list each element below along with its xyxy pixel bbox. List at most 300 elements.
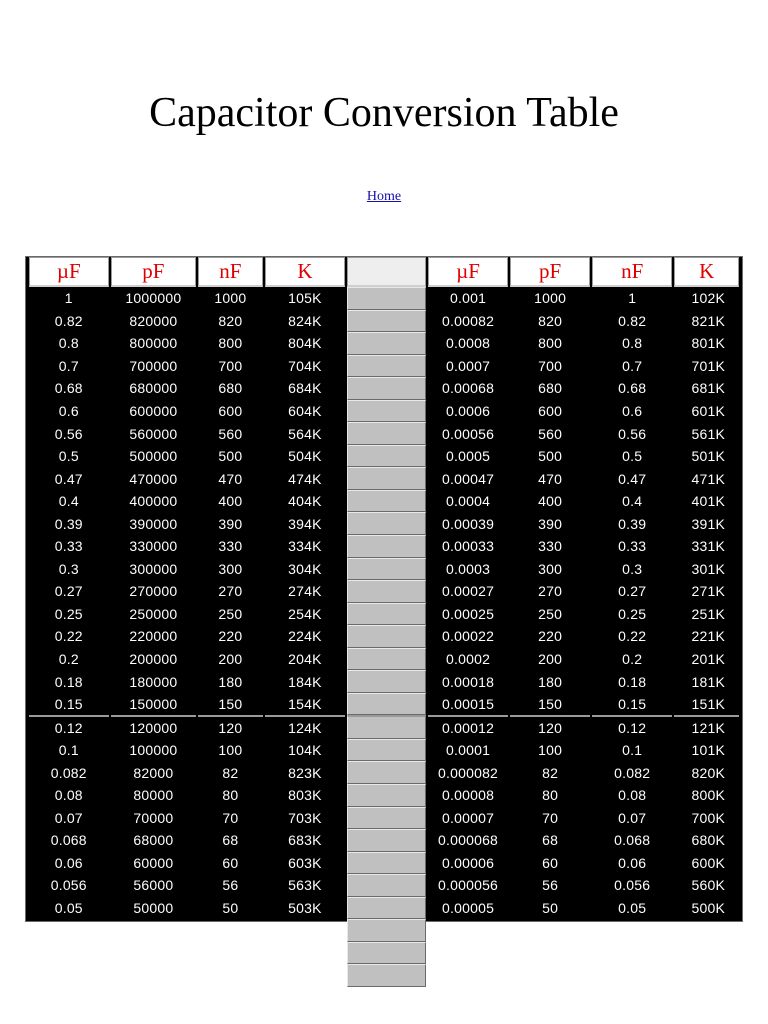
home-link[interactable]: Home [366, 189, 402, 204]
cell-k-left: 184K [288, 673, 322, 690]
header-uf-right: µF [428, 257, 509, 287]
cell-k-left: 603K [288, 854, 322, 871]
cell-pf-right: 80 [542, 787, 559, 804]
header-pf-left: pF [111, 257, 197, 287]
cell-k-right: 560K [691, 877, 725, 894]
separator-cell [347, 580, 426, 603]
cell-uf-right: 0.0008 [446, 335, 491, 352]
cell-k-right: 391K [691, 515, 725, 532]
cell-k-left: 683K [288, 832, 322, 849]
cell-pf-left: 40000 [133, 945, 174, 962]
cell-pf-left: 82000 [133, 764, 174, 781]
cell-pf-left: 500000 [129, 448, 178, 465]
cell-k-right: 701K [691, 357, 725, 374]
cell-nf-right: 0.18 [618, 673, 647, 690]
table-row [29, 897, 739, 920]
separator-cell [347, 490, 426, 513]
table-row [29, 693, 739, 716]
cell-pf-right: 680 [538, 380, 563, 397]
cell-k-right: 201K [691, 651, 725, 668]
separator-cell [347, 942, 426, 965]
cell-pf-right: 700 [538, 357, 563, 374]
cell-nf-left: 56 [222, 877, 239, 894]
cell-k-right: 301K [691, 560, 725, 577]
cell-nf-right: 0.2 [622, 651, 643, 668]
cell-k-left: 704K [288, 357, 322, 374]
header-k-left: K [265, 257, 346, 287]
cell-uf-right: 0.00047 [442, 470, 495, 487]
table-row [29, 558, 739, 581]
cell-pf-left: 300000 [129, 560, 178, 577]
table-row [29, 377, 739, 400]
cell-uf-left: 0.27 [54, 583, 83, 600]
cell-nf-right: 0.22 [618, 628, 647, 645]
cell-k-right: 801K [691, 335, 725, 352]
cell-nf-left: 820 [218, 312, 243, 329]
table-row [29, 919, 739, 942]
cell-uf-left: 1 [64, 290, 73, 307]
table-row [29, 422, 739, 445]
cell-k-right: 820K [691, 764, 725, 781]
cell-pf-left: 120000 [111, 715, 197, 739]
cell-pf-left: 600000 [129, 403, 178, 419]
cell-nf-left: 700 [218, 357, 243, 374]
separator-cell [347, 715, 426, 739]
cell-k-left: 604K [288, 403, 322, 419]
cell-k-right: 601K [691, 403, 725, 419]
cell-nf-left: 560 [218, 425, 243, 442]
cell-pf-left: 330000 [129, 538, 178, 555]
cell-nf-right: 0.27 [618, 583, 647, 600]
separator-cell [347, 400, 426, 423]
cell-uf-right: 0.00082 [442, 312, 495, 329]
cell-uf-right: 0.00022 [442, 628, 495, 645]
cell-nf-left: 680 [218, 380, 243, 397]
cell-uf-right: 0.00039 [442, 515, 495, 532]
cell-k-right: 470K [691, 922, 725, 939]
cell-uf-right: 0.0004 [446, 493, 491, 510]
separator-cell [347, 310, 426, 333]
cell-uf-left: 0.07 [54, 809, 83, 826]
cell-nf-left: 470 [218, 470, 243, 487]
table-row [29, 445, 739, 468]
cell-nf-right: 0.039 [614, 967, 651, 984]
cell-pf-right: 100 [538, 742, 563, 759]
cell-nf-right: 0.39 [618, 515, 647, 532]
cell-nf-right: 0.33 [618, 538, 647, 555]
cell-k-left: 124K [265, 715, 346, 739]
cell-uf-right: 0.001 [450, 290, 487, 307]
cell-pf-left: 80000 [133, 787, 174, 804]
cell-pf-left: 50000 [133, 900, 174, 917]
cell-pf-left: 220000 [129, 628, 178, 645]
cell-k-left: 404K [288, 493, 322, 510]
cell-pf-right: 56 [542, 877, 559, 894]
cell-nf-right: 0.082 [614, 764, 651, 781]
cell-pf-right: 500 [538, 448, 563, 465]
table-row [29, 874, 739, 897]
table-row [29, 964, 739, 987]
cell-uf-left: 0.056 [50, 877, 87, 894]
cell-k-right: 251K [691, 605, 725, 622]
separator-cell [347, 467, 426, 490]
cell-nf-left: 800 [218, 335, 243, 352]
cell-pf-left: 820000 [129, 312, 178, 329]
cell-pf-right: 70 [542, 809, 559, 826]
cell-uf-left: 0.68 [54, 380, 83, 397]
cell-pf-right: 39 [542, 967, 559, 984]
cell-nf-left: 68 [222, 832, 239, 849]
cell-nf-right: 1 [628, 290, 637, 307]
cell-uf-left: 0.4 [58, 493, 79, 510]
cell-uf-right: 0.00068 [442, 380, 495, 397]
cell-pf-right: 220 [538, 628, 563, 645]
cell-pf-right: 390 [538, 515, 563, 532]
cell-pf-left: 470000 [129, 470, 178, 487]
cell-pf-left: 39000 [133, 967, 174, 984]
cell-k-right: 102K [691, 290, 725, 307]
cell-k-left: 474K [288, 470, 322, 487]
separator-cell [347, 874, 426, 897]
cell-uf-right: 0.00004 [442, 945, 495, 962]
table-row [29, 287, 739, 310]
cell-k-right: 800K [691, 787, 725, 804]
separator-cell [347, 670, 426, 693]
cell-uf-right: 0.000068 [438, 832, 499, 849]
cell-uf-left: 0.1 [58, 742, 79, 759]
cell-k-right: 501K [691, 448, 725, 465]
cell-nf-left: 180 [218, 673, 243, 690]
cell-k-left: 703K [288, 809, 322, 826]
cell-pf-left: 60000 [133, 854, 174, 871]
cell-uf-right: 0.00018 [442, 673, 495, 690]
cell-k-right: 151K [691, 696, 725, 713]
cell-k-left: 204K [288, 651, 322, 668]
separator-cell [347, 829, 426, 852]
separator-cell [347, 332, 426, 355]
cell-nf-left: 500 [218, 448, 243, 465]
cell-uf-right: 0.0002 [446, 651, 491, 668]
cell-k-left: 504K [288, 448, 322, 465]
table-row [29, 739, 739, 762]
header-k-right: K [674, 257, 739, 287]
cell-k-left: 224K [288, 628, 322, 645]
cell-uf-right: 0.00005 [442, 900, 495, 917]
cell-nf-right: 0.04 [618, 945, 647, 962]
cell-uf-left: 0.5 [58, 448, 79, 465]
cell-pf-left: 180000 [129, 673, 178, 690]
cell-uf-right: 0.00006 [442, 854, 495, 871]
header-nf-right: nF [592, 257, 673, 287]
cell-k-left: 473K [288, 922, 322, 939]
cell-uf-right: 0.0006 [446, 403, 491, 419]
cell-nf-right: 0.05 [618, 900, 647, 917]
table-row [29, 852, 739, 875]
cell-uf-left: 0.12 [29, 715, 109, 739]
cell-nf-right: 0.8 [622, 335, 643, 352]
cell-uf-right: 0.00012 [428, 715, 509, 739]
cell-uf-right: 0.00008 [442, 787, 495, 804]
cell-k-left: 684K [288, 380, 322, 397]
cell-uf-left: 0.8 [58, 335, 79, 352]
cell-k-left: 105K [288, 290, 322, 307]
cell-k-left: 304K [288, 560, 322, 577]
table-row [29, 580, 739, 603]
cell-pf-right: 40 [542, 945, 559, 962]
cell-pf-right: 270 [538, 583, 563, 600]
separator-cell [347, 355, 426, 378]
cell-nf-right: 0.12 [592, 715, 673, 739]
cell-uf-left: 0.18 [54, 673, 83, 690]
cell-pf-left: 70000 [133, 809, 174, 826]
page-title: Capacitor Conversion Table [149, 90, 619, 136]
table-row [29, 784, 739, 807]
header-separator [347, 257, 426, 287]
cell-pf-left: 150000 [129, 696, 178, 713]
cell-uf-right: 0.000056 [438, 877, 499, 894]
cell-pf-right: 800 [538, 335, 563, 352]
separator-cell [347, 287, 426, 310]
cell-nf-left: 47 [222, 922, 239, 939]
cell-k-left: 254K [288, 605, 322, 622]
separator-cell [347, 964, 426, 987]
cell-k-right: 681K [691, 380, 725, 397]
cell-pf-right: 200 [538, 651, 563, 668]
cell-nf-left: 400 [218, 493, 243, 510]
cell-uf-right: 0.000047 [438, 922, 499, 939]
header-pf-right: pF [510, 257, 590, 287]
cell-pf-left: 200000 [129, 651, 178, 668]
table-row [29, 829, 739, 852]
cell-pf-right: 50 [542, 900, 559, 917]
cell-nf-right: 0.82 [618, 312, 647, 329]
cell-k-right: 101K [691, 742, 725, 759]
cell-pf-left: 250000 [129, 605, 178, 622]
cell-uf-left: 0.05 [54, 900, 83, 917]
cell-uf-left: 0.25 [54, 605, 83, 622]
separator-cell [347, 784, 426, 807]
cell-k-right: 500K [691, 900, 725, 917]
table-row [29, 355, 739, 378]
cell-nf-left: 330 [218, 538, 243, 555]
table-row [29, 942, 739, 965]
cell-nf-left: 100 [218, 742, 243, 759]
table-row [29, 807, 739, 830]
cell-k-right: 221K [691, 628, 725, 645]
cell-k-left: 334K [288, 538, 322, 555]
table-row [29, 603, 739, 626]
separator-cell [347, 445, 426, 468]
cell-k-right: 390K [691, 967, 725, 984]
cell-pf-right: 330 [538, 538, 563, 555]
cell-nf-right: 0.4 [622, 493, 643, 510]
cell-k-right: 181K [691, 673, 725, 690]
cell-k-left: 104K [288, 742, 322, 759]
cell-k-left: 274K [288, 583, 322, 600]
cell-pf-left: 560000 [129, 425, 178, 442]
cell-uf-left: 0.33 [54, 538, 83, 555]
cell-nf-left: 60 [222, 854, 239, 871]
cell-k-left: 503K [288, 900, 322, 917]
cell-pf-left: 1000000 [125, 290, 182, 307]
cell-k-right: 121K [674, 715, 739, 739]
cell-uf-left: 0.068 [50, 832, 87, 849]
cell-nf-right: 0.047 [614, 922, 651, 939]
cell-pf-right: 120 [510, 715, 590, 739]
cell-pf-left: 800000 [129, 335, 178, 352]
cell-uf-right: 0.00027 [442, 583, 495, 600]
separator-cell [347, 512, 426, 535]
cell-k-right: 271K [691, 583, 725, 600]
cell-nf-right: 0.07 [618, 809, 647, 826]
home-link-container [0, 189, 768, 205]
cell-k-right: 400K [691, 945, 725, 962]
cell-nf-left: 150 [218, 696, 243, 713]
cell-pf-right: 150 [538, 696, 563, 713]
separator-cell [347, 739, 426, 762]
cell-uf-left: 0.3 [58, 560, 79, 577]
cell-uf-left: 0.08 [54, 787, 83, 804]
cell-k-right: 561K [691, 425, 725, 442]
cell-k-left: 563K [288, 877, 322, 894]
table-row [29, 761, 739, 784]
cell-pf-right: 560 [538, 425, 563, 442]
cell-nf-left: 40 [222, 945, 239, 962]
cell-pf-right: 60 [542, 854, 559, 871]
table-row [29, 670, 739, 693]
cell-nf-right: 0.056 [614, 877, 651, 894]
table-row [29, 535, 739, 558]
separator-cell [347, 603, 426, 626]
cell-k-left: 804K [288, 335, 322, 352]
cell-uf-left: 0.047 [50, 922, 87, 939]
cell-uf-left: 0.22 [54, 628, 83, 645]
separator-cell [347, 377, 426, 400]
cell-nf-left: 70 [222, 809, 239, 826]
cell-nf-left: 50 [222, 900, 239, 917]
cell-uf-left: 0.82 [54, 312, 83, 329]
cell-k-left: 803K [288, 787, 322, 804]
cell-pf-right: 400 [538, 493, 563, 510]
cell-nf-left: 82 [222, 764, 239, 781]
separator-cell [347, 693, 426, 716]
cell-nf-left: 120 [198, 715, 262, 739]
cell-nf-right: 0.06 [618, 854, 647, 871]
header-nf-left: nF [198, 257, 262, 287]
cell-k-right: 600K [691, 854, 725, 871]
cell-pf-right: 250 [538, 605, 563, 622]
cell-pf-right: 820 [538, 312, 563, 329]
cell-nf-right: 0.7 [622, 357, 643, 374]
cell-pf-right: 68 [542, 832, 559, 849]
cell-nf-left: 39 [222, 967, 239, 984]
cell-uf-right: 0.0007 [446, 357, 491, 374]
table-row [29, 467, 739, 490]
cell-nf-right: 0.6 [622, 403, 643, 419]
cell-nf-left: 80 [222, 787, 239, 804]
cell-nf-right: 0.08 [618, 787, 647, 804]
table-row [29, 625, 739, 648]
cell-nf-right: 0.15 [618, 696, 647, 713]
table-row [29, 512, 739, 535]
cell-nf-left: 270 [218, 583, 243, 600]
cell-uf-right: 0.0005 [446, 448, 491, 465]
cell-nf-left: 390 [218, 515, 243, 532]
cell-k-left: 403K [288, 945, 322, 962]
cell-pf-left: 100000 [129, 742, 178, 759]
cell-nf-right: 0.47 [618, 470, 647, 487]
cell-pf-right: 470 [538, 470, 563, 487]
conversion-table-container [25, 256, 743, 984]
cell-pf-left: 680000 [129, 380, 178, 397]
table-row [29, 400, 739, 423]
cell-pf-left: 390000 [129, 515, 178, 532]
cell-k-left: 824K [288, 312, 322, 329]
cell-nf-right: 0.25 [618, 605, 647, 622]
separator-cell [347, 558, 426, 581]
cell-uf-left: 0.47 [54, 470, 83, 487]
cell-nf-right: 0.5 [622, 448, 643, 465]
cell-uf-right: 0.00056 [442, 425, 495, 442]
cell-uf-right: 0.0001 [446, 742, 491, 759]
table-row [29, 310, 739, 333]
cell-uf-left: 0.2 [58, 651, 79, 668]
cell-pf-left: 400000 [129, 493, 178, 510]
cell-pf-left: 68000 [133, 832, 174, 849]
cell-uf-left: 0.56 [54, 425, 83, 442]
cell-k-right: 700K [691, 809, 725, 826]
cell-pf-right: 47 [542, 922, 559, 939]
cell-pf-left: 56000 [133, 877, 174, 894]
separator-cell [347, 897, 426, 920]
cell-uf-right: 0.00015 [442, 696, 495, 713]
cell-nf-right: 0.68 [618, 380, 647, 397]
cell-uf-left: 0.7 [58, 357, 79, 374]
cell-uf-left: 0.04 [54, 945, 83, 962]
separator-cell [347, 852, 426, 875]
cell-nf-right: 0.1 [622, 742, 643, 759]
cell-k-left: 823K [288, 764, 322, 781]
separator-cell [347, 625, 426, 648]
cell-k-right: 331K [691, 538, 725, 555]
table-row [29, 332, 739, 355]
cell-nf-right: 0.3 [622, 560, 643, 577]
cell-pf-right: 1000 [534, 290, 567, 307]
cell-k-right: 821K [691, 312, 725, 329]
cell-uf-left: 0.39 [54, 515, 83, 532]
table-body [29, 287, 739, 987]
table-row [29, 490, 739, 513]
cell-uf-right: 0.00025 [442, 605, 495, 622]
cell-uf-right: 0.00007 [442, 809, 495, 826]
cell-nf-right: 0.56 [618, 425, 647, 442]
cell-uf-right: 0.000082 [438, 764, 499, 781]
separator-cell [347, 807, 426, 830]
separator-cell [347, 919, 426, 942]
cell-k-right: 401K [691, 493, 725, 510]
cell-uf-left: 0.082 [50, 764, 87, 781]
cell-uf-right: 0.00033 [442, 538, 495, 555]
cell-uf-left: 0.15 [54, 696, 83, 713]
cell-k-left: 564K [288, 425, 322, 442]
cell-pf-left: 700000 [129, 357, 178, 374]
cell-k-left: 154K [288, 696, 322, 713]
separator-cell [347, 761, 426, 784]
cell-k-left: 394K [288, 515, 322, 532]
cell-pf-right: 180 [538, 673, 563, 690]
cell-k-left: 393K [288, 967, 322, 984]
cell-nf-left: 300 [218, 560, 243, 577]
